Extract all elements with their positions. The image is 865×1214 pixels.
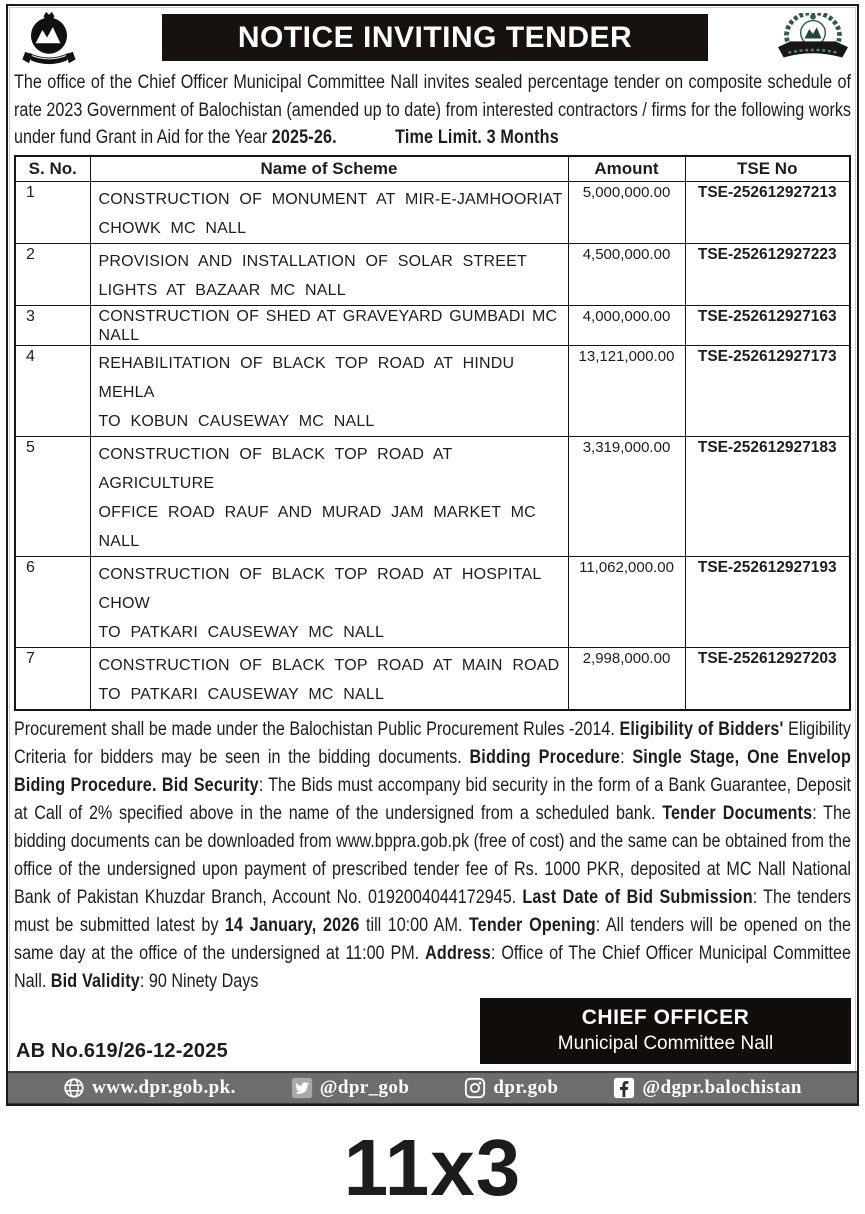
reference-number: AB No.619/26-12-2025 [16, 1039, 228, 1062]
cell-tse: TSE-252612927163 [685, 305, 850, 345]
globe-icon [63, 1077, 85, 1099]
cell-sno: 5 [15, 436, 90, 556]
scheme-line: CONSTRUCTION OF BLACK TOP ROAD AT AGRICULTURE [98, 445, 453, 492]
cell-sno: 2 [15, 243, 90, 305]
intro-paragraph: The office of the Chief Officer Municipal Committee Nall invites sealed percentage tender on composite schedule of rate 2023 Government of Balochistan (amended up to date) from interested contractors / firms for the following works under fund Grant in Aid for the Year 2025-26. Time Limit. 3 Months [14, 72, 852, 148]
table-row [15, 647, 850, 710]
instagram-icon [464, 1077, 486, 1099]
page-title: NOTICE INVITING TENDER [162, 14, 708, 61]
cell-tse: TSE-252612927193 [685, 556, 850, 647]
cell-tse: TSE-252612927213 [685, 181, 850, 243]
cell-tse: TSE-252612927173 [685, 345, 850, 436]
table-row [15, 181, 850, 243]
col-header-amount: Amount [568, 156, 685, 182]
col-header-tse: TSE No [685, 156, 850, 182]
cell-scheme [90, 436, 568, 556]
scheme-line: TO KOBUN CAUSEWAY MC NALL [98, 412, 375, 430]
table-row [15, 345, 850, 436]
cell-tse: TSE-252612927203 [685, 647, 850, 710]
cell-tse: TSE-252612927223 [685, 243, 850, 305]
scheme-line: CONSTRUCTION OF SHED AT GRAVEYARD GUMBADI MC NALL [98, 307, 558, 344]
notice-header [14, 9, 851, 67]
cell-amount: 11,062,000.00 [568, 556, 685, 647]
balochistan-government-emblem-icon [775, 13, 851, 66]
officer-signature-box [480, 998, 851, 1064]
cell-sno: 7 [15, 647, 90, 710]
cell-scheme [90, 556, 568, 647]
signature-row [14, 996, 851, 1068]
footer-item-facebook [613, 1077, 801, 1099]
cell-scheme [90, 181, 568, 243]
footer-item-label: www.dpr.gob.pk. [92, 1076, 236, 1098]
terms-paragraph: Procurement shall be made under the Balochistan Public Procurement Rules -2014. Eligibility of Bidders' Eligibility Criteria for bidders may be seen in the bidding documents. Bidding Procedure: Single Stage, One Envelop Biding Procedure. Bid Security: The Bids must accompany bid security in the form of a Bank Guarantee, Deposit at Call of 2% specified above in the name of the undersigned from a scheduled bank. Tender Documents: The bidding documents can be downloaded from www.bppra.gob.pk (free of cost) and the same can be obtained from the office of the undersigned upon payment of prescribed tender fee of Rs. 1000 PKR, deposited at MC Nall National Bank of Pakistan Khuzdar Branch, Account No. 0192004044172945. Last Date of Bid Submission: The tenders must be submitted latest by 14 January, 2026 till 10:00 AM. Tender Opening: All tenders will be opened on the same day at the office of the undersigned at 11:00 PM. Address: Office of The Chief Officer Municipal Committee Nall. Bid Validity: 90 Ninety Days [14, 718, 852, 992]
facebook-icon [613, 1077, 635, 1099]
table-header-row [15, 156, 850, 182]
footer-item-label: @dpr_gob [319, 1076, 410, 1098]
cell-amount: 13,121,000.00 [568, 345, 685, 436]
cell-scheme [90, 305, 568, 345]
municipal-committee-seal-icon [20, 10, 78, 67]
cell-sno: 1 [15, 181, 90, 243]
table-row [15, 556, 850, 647]
scheme-line: TO PATKARI CAUSEWAY MC NALL [98, 623, 385, 641]
scheme-line: PROVISION AND INSTALLATION OF SOLAR STREET [98, 252, 527, 270]
cell-amount: 4,500,000.00 [568, 243, 685, 305]
footer-item-label: @dgpr.balochistan [642, 1076, 802, 1098]
cell-scheme [90, 243, 568, 305]
scheme-line: CONSTRUCTION OF BLACK TOP ROAD AT MAIN ROAD [98, 656, 560, 674]
schemes-table [14, 155, 851, 711]
scheme-line: REHABILITATION OF BLACK TOP ROAD AT HINDU MEHLA [98, 354, 515, 401]
cell-amount: 5,000,000.00 [568, 181, 685, 243]
cell-tse: TSE-252612927183 [685, 436, 850, 556]
tender-notice-document [6, 4, 859, 1106]
twitter-icon [291, 1077, 313, 1099]
scheme-line: CONSTRUCTION OF BLACK TOP ROAD AT HOSPITAL CHOW [98, 565, 541, 612]
cell-scheme [90, 647, 568, 710]
table-row [15, 305, 850, 345]
scheme-line: CHOWK MC NALL [98, 219, 247, 237]
scheme-line: LIGHTS AT BAZAAR MC NALL [98, 281, 346, 299]
footer-item-twitter [291, 1077, 410, 1099]
footer-item-instagram [464, 1077, 558, 1099]
officer-title: CHIEF OFFICER [581, 1005, 750, 1029]
cell-scheme [90, 345, 568, 436]
cell-amount: 3,319,000.00 [568, 436, 685, 556]
cell-sno: 6 [15, 556, 90, 647]
footer-item-website [63, 1077, 236, 1099]
footer-contact-bar [8, 1071, 857, 1104]
cell-sno: 3 [15, 305, 90, 345]
column-size-watermark: 11x3 [343, 1122, 522, 1212]
scheme-line: CONSTRUCTION OF MONUMENT AT MIR-E-JAMHOORIAT [98, 190, 563, 208]
table-row [15, 243, 850, 305]
footer-item-label: dpr.gob [493, 1076, 559, 1098]
table-row [15, 436, 850, 556]
scheme-line: OFFICE ROAD RAUF AND MURAD JAM MARKET MC NALL [98, 503, 536, 550]
cell-amount: 2,998,000.00 [568, 647, 685, 710]
officer-organization: Municipal Committee Nall [557, 1032, 774, 1054]
scheme-line: TO PATKARI CAUSEWAY MC NALL [98, 685, 385, 703]
cell-sno: 4 [15, 345, 90, 436]
col-header-sno: S. No. [15, 156, 90, 182]
col-header-scheme: Name of Scheme [90, 156, 568, 182]
cell-amount: 4,000,000.00 [568, 305, 685, 345]
